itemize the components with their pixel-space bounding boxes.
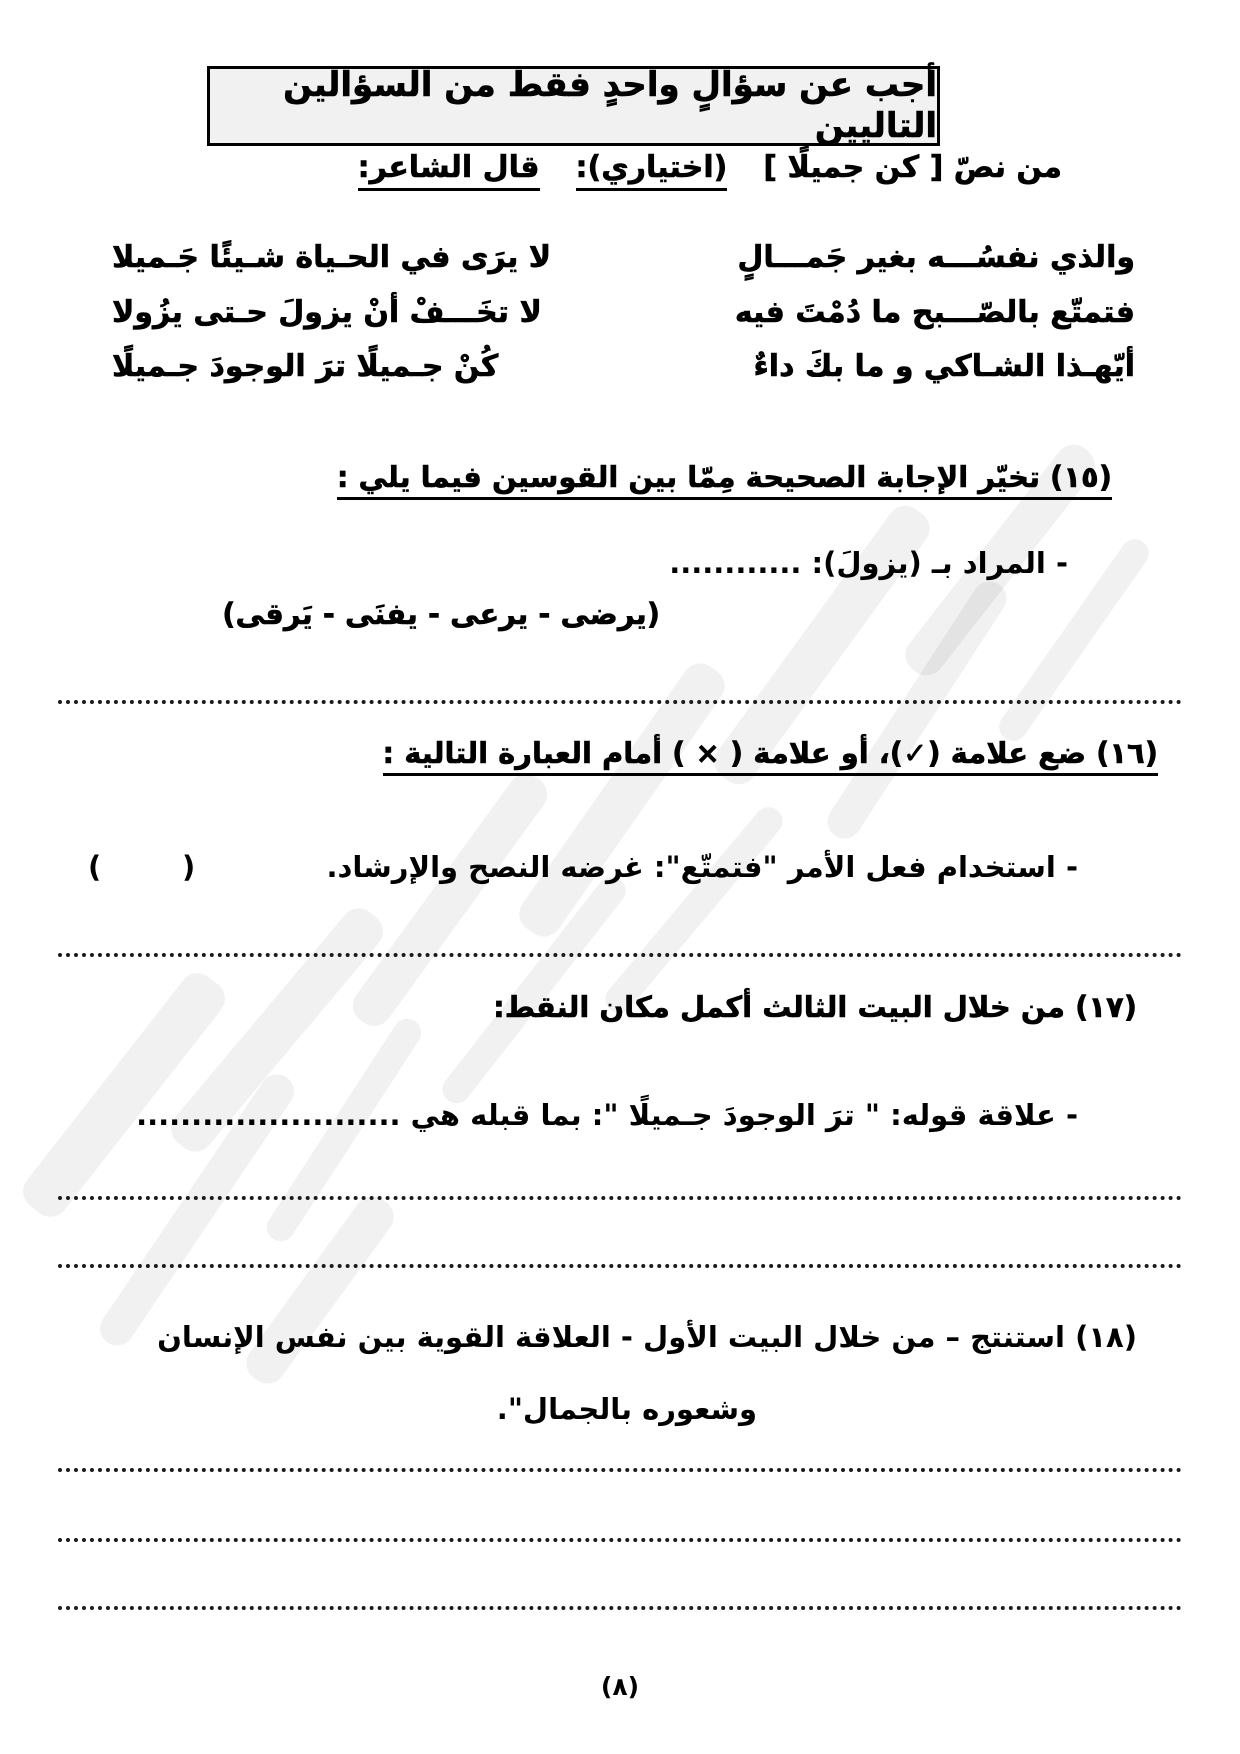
question-15-heading-text: (١٥) تخيّر الإجابة الصحيحة مِمّا بين القوسين فيما يلي : (337, 460, 1112, 500)
answer-dotted-line (58, 953, 1182, 957)
poem-verse (112, 293, 1135, 334)
question-16-heading-text: (١٦) ضع علامة (✓)، أو علامة ( × ) أمام العبارة التالية : (383, 736, 1159, 776)
question-16-statement: - استخدام فعل الأمر "فتمتّع": غرضه النصح والإرشاد. (326, 850, 1078, 884)
poem-verse (112, 347, 1135, 388)
question-15-heading (337, 460, 1112, 494)
question-16-statement-row (88, 850, 1078, 884)
poet-said-label: قال الشاعر: (358, 150, 540, 191)
answer-dotted-line (58, 1196, 1182, 1200)
question-17-item: - علاقة قوله: " ترَ الوجودَ جـميلًا ": بما قبله هي ........................ (136, 1098, 1078, 1132)
verse-ajz: لا يرَى في الحـياة شـيئًا جَـميلا (112, 240, 552, 275)
verse-ajz: كُنْ جـميلًا ترَ الوجودَ جـميلًا (112, 349, 499, 384)
answer-dotted-line (58, 1538, 1182, 1542)
verse-ajz: لا تخَـــفْ أنْ يزولَ حـتى يزُولا (112, 294, 542, 330)
answer-dotted-line (58, 1606, 1182, 1610)
question-17-heading: (١٧) من خلال البيت الثالث أكمل مكان النقط: (493, 990, 1137, 1024)
instruction-banner (207, 66, 940, 146)
poem-verse (112, 238, 1135, 279)
question-18-heading-line2: وشعوره بالجمال". (496, 1392, 757, 1426)
question-18-heading-line1: (١٨) استنتج – من خلال البيت الأول - العلاقة القوية بين نفس الإنسان (157, 1320, 1137, 1354)
answer-dotted-line (58, 700, 1182, 704)
optional-tag: (اختياري): (576, 150, 728, 191)
question-15-options: (يرضى - يرعى - يفنَى - يَرقى) (222, 597, 660, 631)
answer-dotted-line (58, 1468, 1182, 1472)
verse-sadr: والذي نفسُـــه بغير جَمـــالٍ (737, 240, 1135, 275)
answer-dotted-line (58, 1264, 1182, 1268)
text-source: من نصّ [ كن جميلًا ] (763, 150, 1062, 185)
question-15-item: - المراد بـ (يزولَ): ............ (669, 546, 1068, 580)
page-number: (٨) (600, 1672, 640, 1701)
instruction-banner-title: أجب عن سؤالٍ واحدٍ فقط من السؤالين التاليين (283, 65, 937, 146)
answer-brackets: ( ) (88, 850, 196, 884)
question-16-heading (383, 736, 1159, 770)
poem (112, 238, 1135, 388)
verse-sadr: فتمتّع بالصّـــبح ما دُمْتَ فيه (734, 294, 1135, 330)
text-source-line (358, 150, 1062, 191)
verse-sadr: أيّهـذا الشـاكي و ما بكَ داءٌ (753, 349, 1135, 384)
